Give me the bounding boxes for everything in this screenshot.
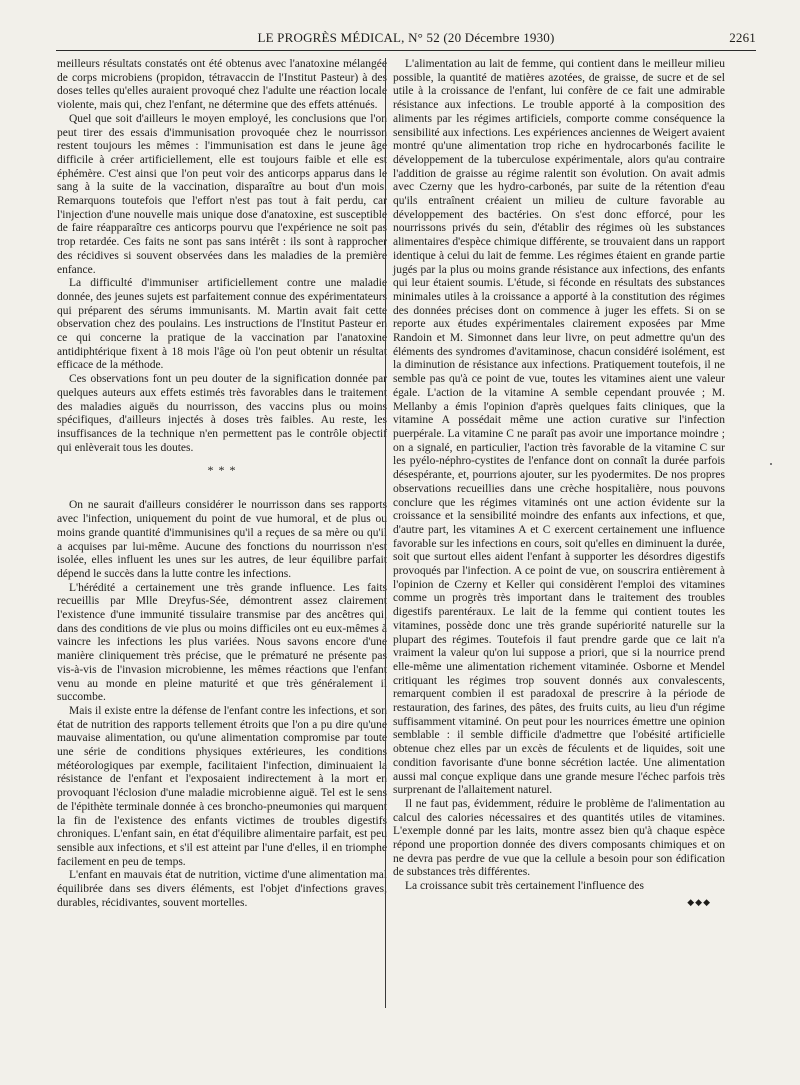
paragraph: L'enfant en mauvais état de nutrition, victime d'une alimentation mal équilibrée dans ses divers éléments, est l'objet d'infections graves, durables, récidivantes, souvent mortelles. [57,869,387,909]
section-separator: * * * [207,463,237,478]
paragraph: Quel que soit d'ailleurs le moyen employé, les conclusions que l'on peut tirer des essais d'immunisation provoquée chez le nourrisson restent toujours les mêmes : l'immunisation est dans le jeune âge difficile à créer artificiellement, elle est toujours faible et elle est éphémère. C'est ainsi que l'on peut voir des anticorps apparus dans le sang à la suite de la vaccination, disparaître au bout d'un mois. Remarquons toutefois que l'effort n'est pas tout à fait perdu, car l'injection d'une nouvelle mais unique dose d'anatoxine, est susceptible de faire réapparaître ces anticorps pourvu que l'expérience ne soit pas trop retardée. Ces faits ne sont pas sans intérêt : ils sont à rapprocher des récidives si souvent observées dans les maladies de la première enfance. [57,112,387,276]
paragraph: L'alimentation au lait de femme, qui contient dans le meilleur milieu possible, la quantité de matières azotées, de graisse, de sucre et de sel utile à la croissance de l'enfant, lui confère de ce fait une admirable résistance aux infections. Le trouble apporté à la composition des aliments par les régimes artificiels, comporte comme conséquence la sensibilité aux infections. Les expériences anciennes de Weigert avaient montré qu'une alimentation trop riche en hydrocarbonés facilite le développement de la tuberculose expérimentale, alors qu'au contraire l'addition de graisse au régime ralentit son évolution. On avait admis avec Czerny que les hydro-carbonés, par suite de la rétention d'eau qu'ils entraînent créaient un milieu de culture favorable au développement des bactéries. On s'est donc efforcé, pour les nourrissons privés du sein, d'établir des régimes où les substances alimentaires d'espèce chimique différente, se trouvaient dans un rapport identique à celui du lait de femme. Les régimes étaient en grande partie jugés par la plus ou moins grande résistance aux infections, des enfants qui leur étaient soumis. L'étude, si féconde en résultats des substances minimales utiles à la croissance a apporté à la constitution des régimes des données précises dont on commence à juger les effets. Si on se reporte aux études expérimentales clairement exposées par Mme Randoin et M. Simonnet dans leur livre, on peut admettre qu'un des éléments des syndromes d'avitaminose, chacun considéré isolément, est la diminution de résistance aux infections. Pratiquement toutefois, il ne semble pas qu'à ce point de vue, toutes les vitamines aient une valeur égale. L'action de la vitamine A semble cependant prouvée ; M. Mellanby a émis l'opinion d'après quelques faits cliniques, que la vitamine A possédait même une action curative sur l'infection puerpérale. La vitamine C ne paraît pas avoir une importance moindre ; on a signalé, en particulier, l'action très favorable de la vitamine C sur les pyélo-néphro-cystites de l'enfance dont on connaît la durée parfois désespérante, et, pourrions ajouter, sur les pyodermites. De nos propres observations recueillies dans une crèche hospitalière, nous pouvons conclure que les régimes vitaminés ont une action évidente sur la croissance et la sensibilité moindre des enfants aux infections, et que, d'autre part, les vitamines A et C exercent certainement une influence favorable sur les infections en cours, soit qu'elles en diminuent la durée, soit que surtout elles aident l'enfant à supporter les désordres digestifs provoqués par l'infection. A ce point de vue, on souscrira entièrement à l'opinion de Czerny et Keller qui considèrent l'emploi des vitamines comme un progrès très important dans le traitement des troubles digestifs parentéraux. Le lait de la femme qui contient toutes les vitamines, possède donc une très grande supériorité naturelle sur la plupart des régimes. Toutefois il faut prendre garde que ce lait n'a vraiment la valeur qu'on lui suppose a priori, que si la nourrice prend elle-même une alimentation richement vitaminée. Osborne et Mendel critiquant les régimes trop souvent donnés aux convalescents, remarquent combien il est paradoxal de prescrire à la période de restauration, des farines, des pâtes, des fruits cuits, au lieu d'un régime suffisamment vitaminé. On peut pour les nourrices émettre une opinion semblable : il semble difficile d'admettre que l'obésité artificielle obtenue chez elles par un excès de féculents et de liquides, soit une condition favorisante d'une bonne sécrétion lactée. Une alimentation aussi mal conçue explique dans une grande mesure l'échec parfois très surprenant de l'allaitement naturel. [393,58,725,797]
right-column [393,58,725,910]
left-column [57,58,387,910]
end-ornament: ◆◆◆ [687,896,711,907]
paragraph: Il ne faut pas, évidemment, réduire le problème de l'alimentation au calcul des calories nécessaires et des quantités utiles de vitamines. L'exemple donné par les laits, montre assez bien qu'à chaque espèce répond une proportion donnée des divers composants chimiques et on ne devra pas perdre de vue que la cellule a besoin pour son édification de substances très différentes. [393,797,725,879]
paragraph: meilleurs résultats constatés ont été obtenus avec l'anatoxine mélangée de corps microbiens (propidon, tétravaccin de l'Institut Pasteur) à des doses telles qu'elles auraient provoqué chez l'adulte une réaction locale violente, mais qui, chez l'enfant, ne détermine que des effets atténués. [57,58,387,112]
paragraph: Ces observations font un peu douter de la signification donnée par quelques auteurs aux effets estimés très favorables dans le traitement des maladies aiguës du nourrisson, des vaccins plus ou moins spécifiques, d'ailleurs injectés à doses très faibles. Au reste, les insuffisances de la technique n'en permettent pas le contrôle objectif qui enlèverait tous les doutes. [57,373,387,454]
paragraph: L'hérédité a certainement une très grande influence. Les faits recueillis par Mlle Dreyfus-Sée, démontrent assez clairement l'existence d'une immunité tissulaire transmise par des ancêtres qui, dans des conditions de vie plus ou moins difficiles ont eu eux-mêmes à vaincre les infections les plus variées. Nous savons encore d'une manière cliniquement très précise, que le prématuré ne présente pas vis-à-vis de l'invasion microbienne, les mêmes réactions que l'enfant venu au monde en pleine maturité et que très généralement il succombe. [57,581,387,704]
running-head [56,30,756,48]
paragraph: Mais il existe entre la défense de l'enfant contre les infections, et son état de nutrition des rapports tellement étroits que l'on a pu dire qu'une mauvaise alimentation, ou qu'une alimentation compromise par toute une série de conditions physiques extérieures, les conditions météorologiques par exemple, facilitaient l'infection, diminuaient la résistance de l'enfant et l'exposaient indirectement à la mort en provoquant l'éclosion d'une maladie microbienne aiguë. Tel est le sens de l'épithète terminale donnée à ces broncho-pneumonies qui marquent la fin de l'existence des enfants victimes de troubles digestifs chroniques. L'enfant sain, en état d'équilibre alimentaire parfait, est peu sensible aux infections, et s'il est atteint par l'une d'elles, il en triomphe facilement en peu de temps. [57,704,387,868]
column-divider [385,58,386,1008]
margin-mark [770,463,772,465]
header-rule [56,50,756,51]
page-number: 2261 [729,30,756,45]
paragraph: On ne saurait d'ailleurs considérer le nourrisson dans ses rapports avec l'infection, uniquement du point de vue humoral, et de plus ou moins grande quantité d'immunisines qu'il a reçues de sa mère ou qu'il a acquises par lui-même. Aucune des fonctions du nourrisson n'est isolée, elles influent les unes sur les autres, de leur équilibre parfait dépend le succès dans la lutte contre les infections. [57,499,387,580]
paragraph: La difficulté d'immuniser artificiellement contre une maladie donnée, des jeunes sujets est parfaitement connue des expérimentateurs qui préparent des sérums immunisants. M. Martin avait fait cette observation chez des poulains. Les instructions de l'Institut Pasteur en ce qui concerne la pratique de la vaccination par l'anatoxine antidiphtérique fixent à 18 mois l'âge où l'on peut obtenir un résultat efficace de la méthode. [57,277,387,372]
paragraph: La croissance subit très certainement l'influence des [405,880,645,893]
journal-title: LE PROGRÈS MÉDICAL, N° 52 (20 Décembre 1930) [257,30,555,45]
